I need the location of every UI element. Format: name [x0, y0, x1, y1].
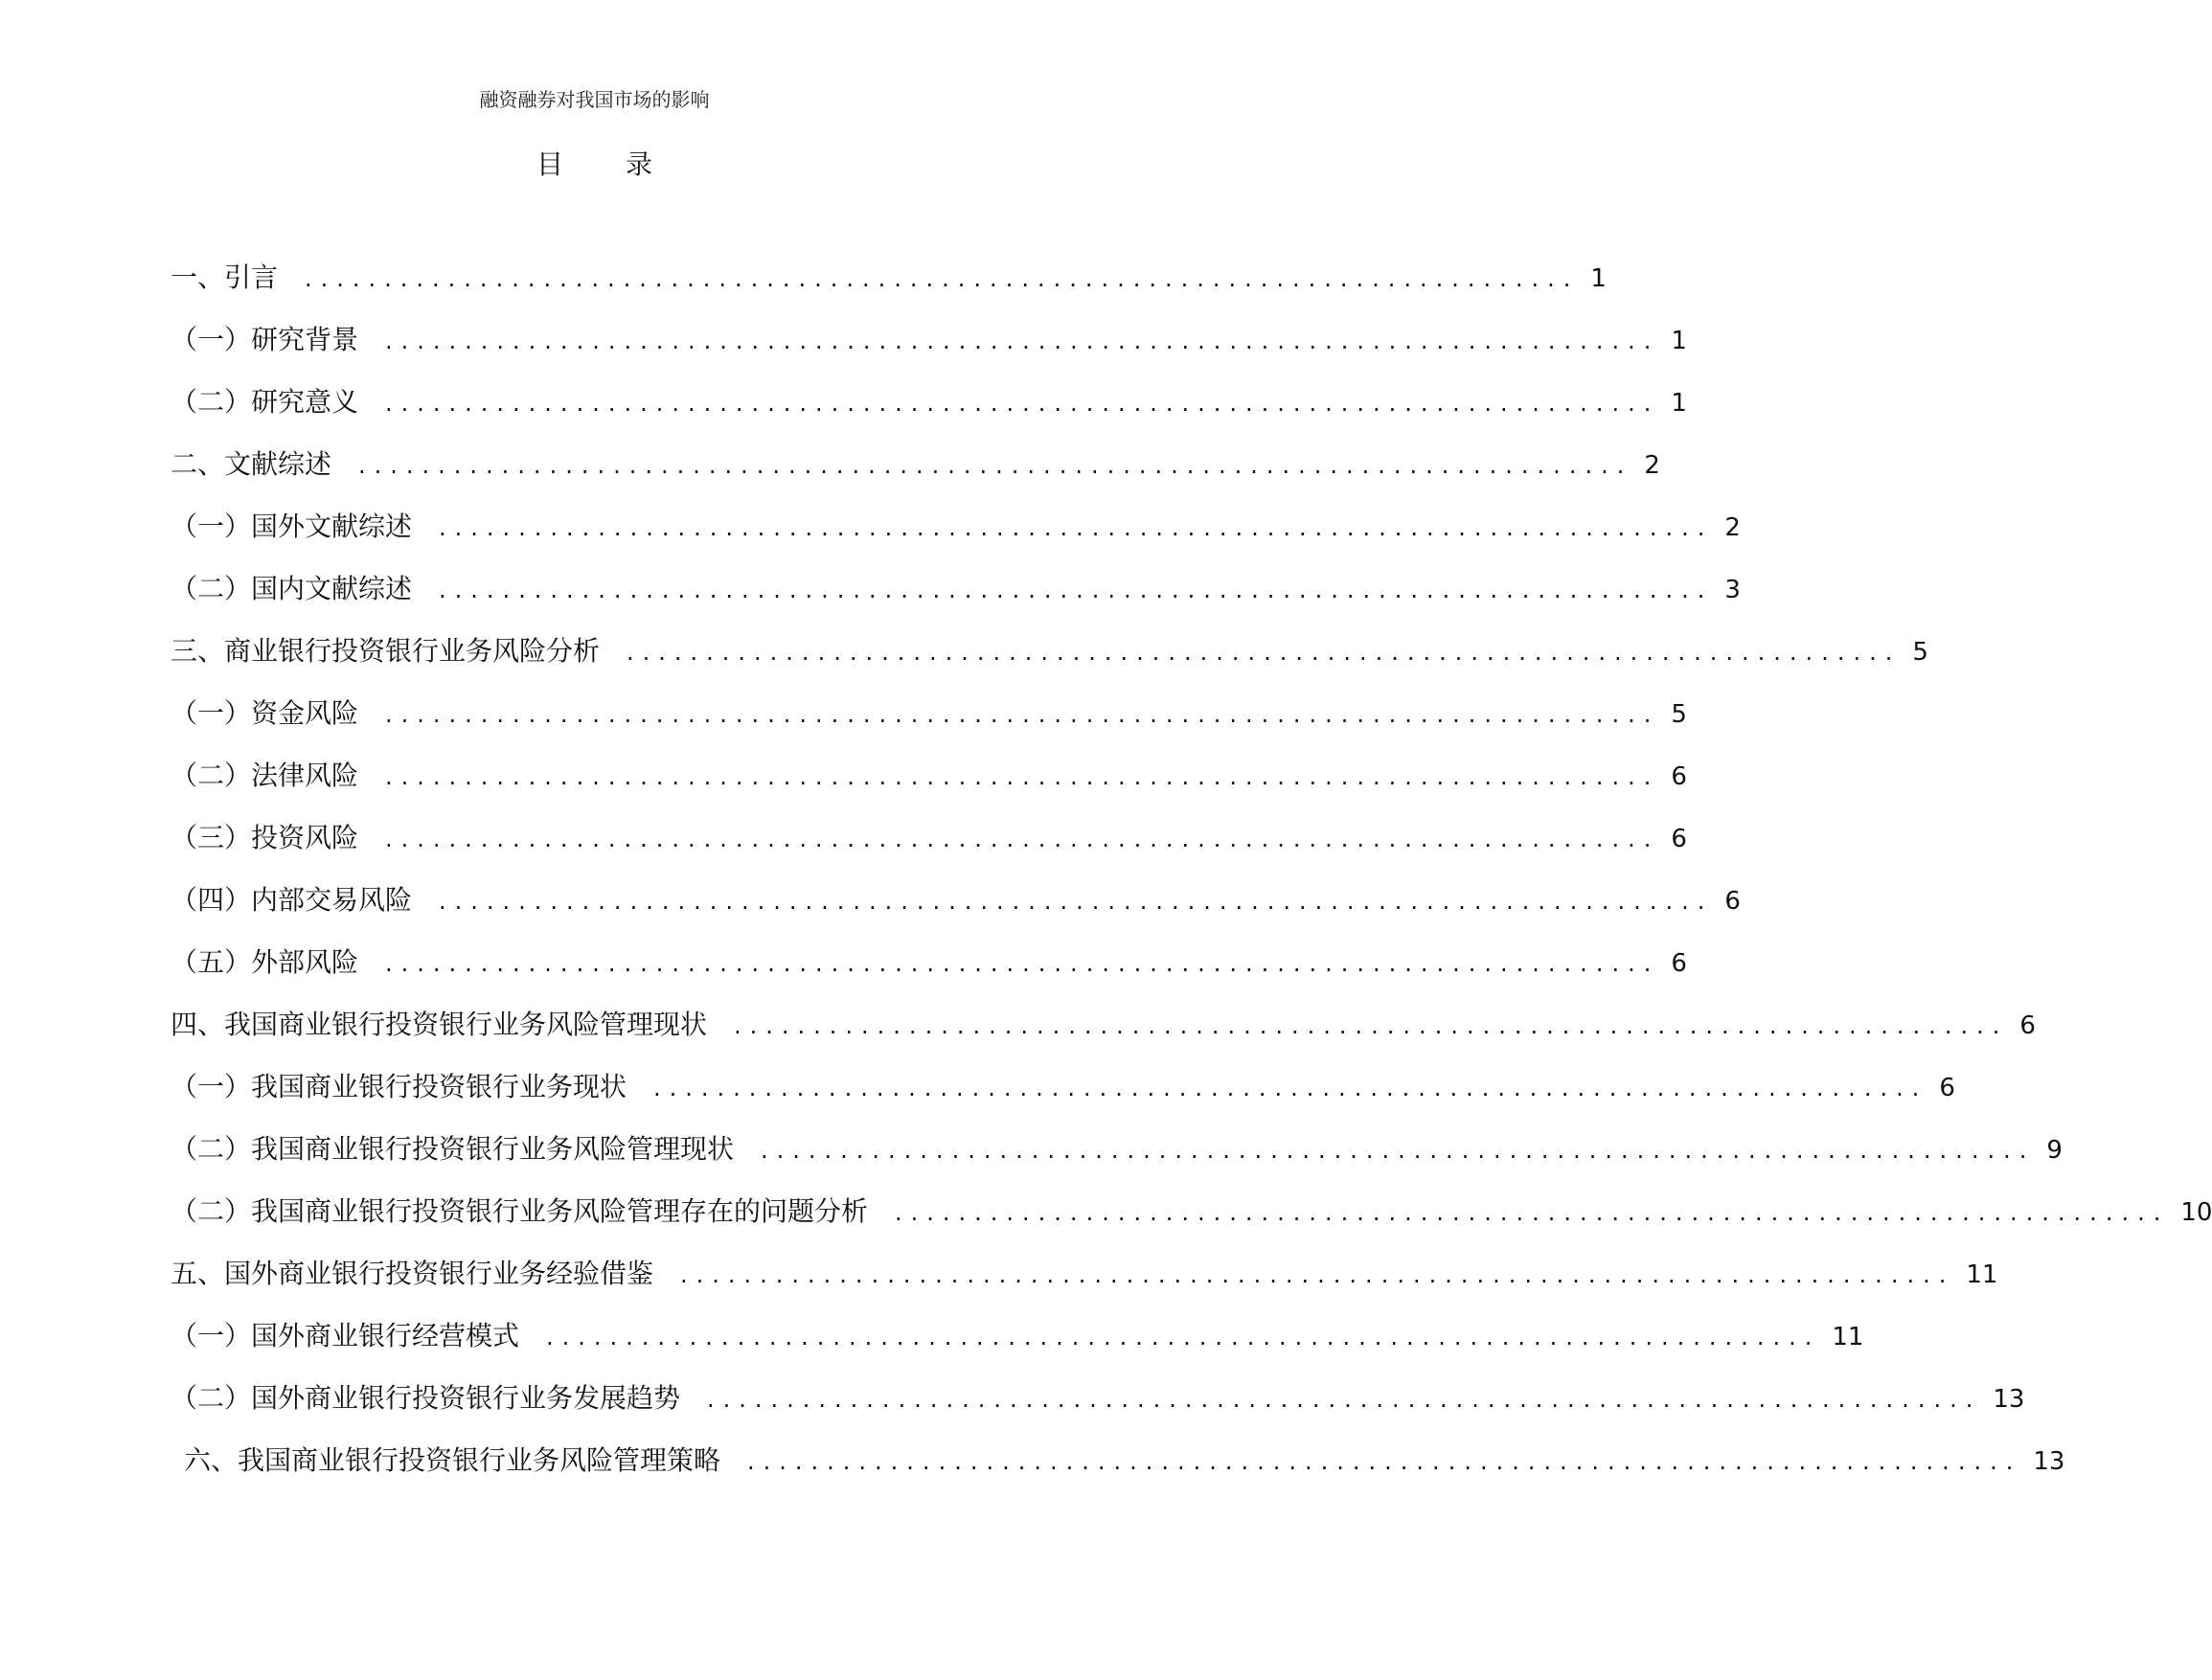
toc-dot-leader: ................................................................................: [653, 1075, 1928, 1101]
toc-entry-label: （一）国外文献综述: [171, 511, 413, 542]
toc-dot-leader: ................................................................................: [761, 1137, 2036, 1164]
toc-entry-label: 五、国外商业银行投资银行业务经验借鉴: [171, 1258, 654, 1289]
toc-entry-row: [171, 259, 1607, 298]
toc-dot-leader: ................................................................................: [439, 577, 1714, 603]
toc-entry-label: （一）我国商业银行投资银行业务现状: [171, 1071, 627, 1102]
toc-entry[interactable]: [171, 1442, 2065, 1504]
toc-entry-page-number: 11: [1966, 1260, 1998, 1289]
toc-entry-row: [171, 819, 1687, 858]
toc-entry-label: （四）内部交易风险: [171, 884, 413, 916]
toc-dot-leader: ................................................................................: [734, 1012, 2009, 1039]
toc-dot-leader: ................................................................................: [439, 514, 1714, 541]
toc-entry-page-number: 3: [1724, 576, 1741, 604]
page-header: 融资融券对我国市场的影响: [479, 88, 710, 111]
toc-dot-leader: ................................................................................: [385, 950, 1660, 977]
toc-entry[interactable]: [171, 508, 1741, 570]
toc-entry-label: （一）国外商业银行经营模式: [171, 1320, 520, 1351]
toc-entry[interactable]: [171, 321, 1687, 383]
toc-title: 目 录: [536, 148, 679, 180]
toc-entry[interactable]: [171, 1192, 2212, 1255]
toc-entry-row: [171, 1379, 2025, 1419]
toc-entry-row: [171, 508, 1741, 547]
toc-entry-label: （一）资金风险: [171, 697, 359, 729]
toc-entry-page-number: 6: [1939, 1074, 1955, 1102]
toc-dot-leader: ................................................................................: [385, 826, 1660, 852]
toc-entry[interactable]: [171, 881, 1741, 943]
toc-entry-row: [171, 757, 1687, 796]
table-of-contents: [171, 259, 2212, 1504]
toc-entry-page-number: 13: [1993, 1385, 2025, 1414]
toc-entry[interactable]: [171, 757, 1687, 819]
toc-entry-page-number: 6: [1671, 762, 1687, 791]
toc-entry-label: （二）法律风险: [171, 760, 359, 791]
toc-entry-page-number: 1: [1671, 327, 1687, 355]
toc-entry-row: [171, 694, 1687, 734]
toc-entry-label: （二）国外商业银行投资银行业务发展趋势: [171, 1382, 681, 1414]
toc-entry-page-number: 6: [1671, 949, 1687, 978]
toc-entry-label: （三）投资风险: [171, 822, 359, 853]
toc-entry[interactable]: [171, 259, 1607, 321]
toc-entry[interactable]: [171, 943, 1687, 1006]
toc-entry[interactable]: [171, 819, 1687, 881]
toc-entry-page-number: 13: [2033, 1447, 2065, 1476]
toc-entry-row: [171, 1192, 2212, 1232]
toc-entry-page-number: 2: [1644, 451, 1660, 480]
toc-entry-label: （二）我国商业银行投资银行业务风险管理存在的问题分析: [171, 1195, 869, 1227]
toc-entry-page-number: 11: [1832, 1323, 1864, 1351]
toc-entry-row: [171, 632, 1928, 671]
toc-dot-leader: ................................................................................: [895, 1199, 2170, 1226]
toc-dot-leader: ................................................................................: [439, 888, 1714, 915]
toc-entry-page-number: 5: [1912, 638, 1928, 667]
toc-entry-row: [171, 383, 1687, 422]
toc-entry[interactable]: [171, 632, 1928, 694]
toc-entry[interactable]: [171, 1068, 1955, 1130]
toc-entry[interactable]: [171, 383, 1687, 445]
toc-entry-page-number: 6: [1724, 887, 1741, 916]
toc-entry-page-number: 6: [1671, 825, 1687, 853]
toc-entry-page-number: 9: [2046, 1136, 2063, 1165]
toc-dot-leader: ................................................................................: [747, 1448, 2022, 1475]
toc-entry[interactable]: [171, 445, 1660, 508]
toc-entry-page-number: 6: [2019, 1011, 2036, 1040]
toc-entry-label: 六、我国商业银行投资银行业务风险管理策略: [184, 1444, 721, 1476]
toc-entry-label: （五）外部风险: [171, 946, 359, 978]
toc-entry-page-number: 10: [2180, 1198, 2212, 1227]
toc-dot-leader: ................................................................................: [305, 265, 1580, 292]
toc-entry-row: [171, 445, 1660, 485]
toc-entry-label: （二）研究意义: [171, 386, 359, 418]
toc-dot-leader: ................................................................................: [385, 328, 1660, 354]
toc-entry-row: [171, 1442, 2065, 1481]
toc-dot-leader: ................................................................................: [385, 390, 1660, 417]
toc-entry-label: 一、引言: [171, 261, 279, 293]
toc-dot-leader: ................................................................................: [385, 763, 1660, 790]
toc-entry-page-number: 1: [1590, 264, 1607, 293]
toc-entry[interactable]: [171, 1317, 1864, 1379]
toc-entry-label: （一）研究背景: [171, 324, 359, 355]
toc-entry-label: （二）国内文献综述: [171, 573, 413, 604]
toc-entry-row: [171, 570, 1741, 609]
toc-entry-label: 二、文献综述: [171, 448, 332, 480]
toc-dot-leader: ................................................................................: [680, 1261, 1955, 1288]
toc-entry-row: [171, 881, 1741, 920]
toc-entry[interactable]: [171, 1130, 2063, 1192]
toc-entry-row: [171, 943, 1687, 983]
toc-entry-page-number: 1: [1671, 389, 1687, 418]
toc-entry-label: （二）我国商业银行投资银行业务风险管理现状: [171, 1133, 735, 1165]
toc-entry-label: 四、我国商业银行投资银行业务风险管理现状: [171, 1009, 708, 1040]
toc-entry-page-number: 2: [1724, 513, 1741, 542]
toc-entry[interactable]: [171, 570, 1741, 632]
toc-dot-leader: ................................................................................: [707, 1386, 1982, 1413]
toc-dot-leader: ................................................................................: [546, 1324, 1821, 1351]
toc-entry-page-number: 5: [1671, 700, 1687, 729]
toc-entry[interactable]: [171, 1379, 2025, 1442]
toc-entry-row: [171, 1006, 2036, 1045]
toc-entry-label: 三、商业银行投资银行业务风险分析: [171, 635, 601, 667]
toc-entry-row: [171, 1317, 1864, 1356]
toc-entry[interactable]: [171, 1255, 1998, 1317]
toc-dot-leader: ................................................................................: [358, 452, 1633, 479]
toc-entry-row: [171, 321, 1687, 360]
toc-dot-leader: ................................................................................: [385, 701, 1660, 728]
toc-entry-row: [171, 1255, 1998, 1294]
toc-entry[interactable]: [171, 1006, 2036, 1068]
toc-entry-row: [171, 1130, 2063, 1169]
toc-dot-leader: ................................................................................: [627, 639, 1902, 666]
toc-entry-row: [171, 1068, 1955, 1107]
toc-entry[interactable]: [171, 694, 1687, 757]
